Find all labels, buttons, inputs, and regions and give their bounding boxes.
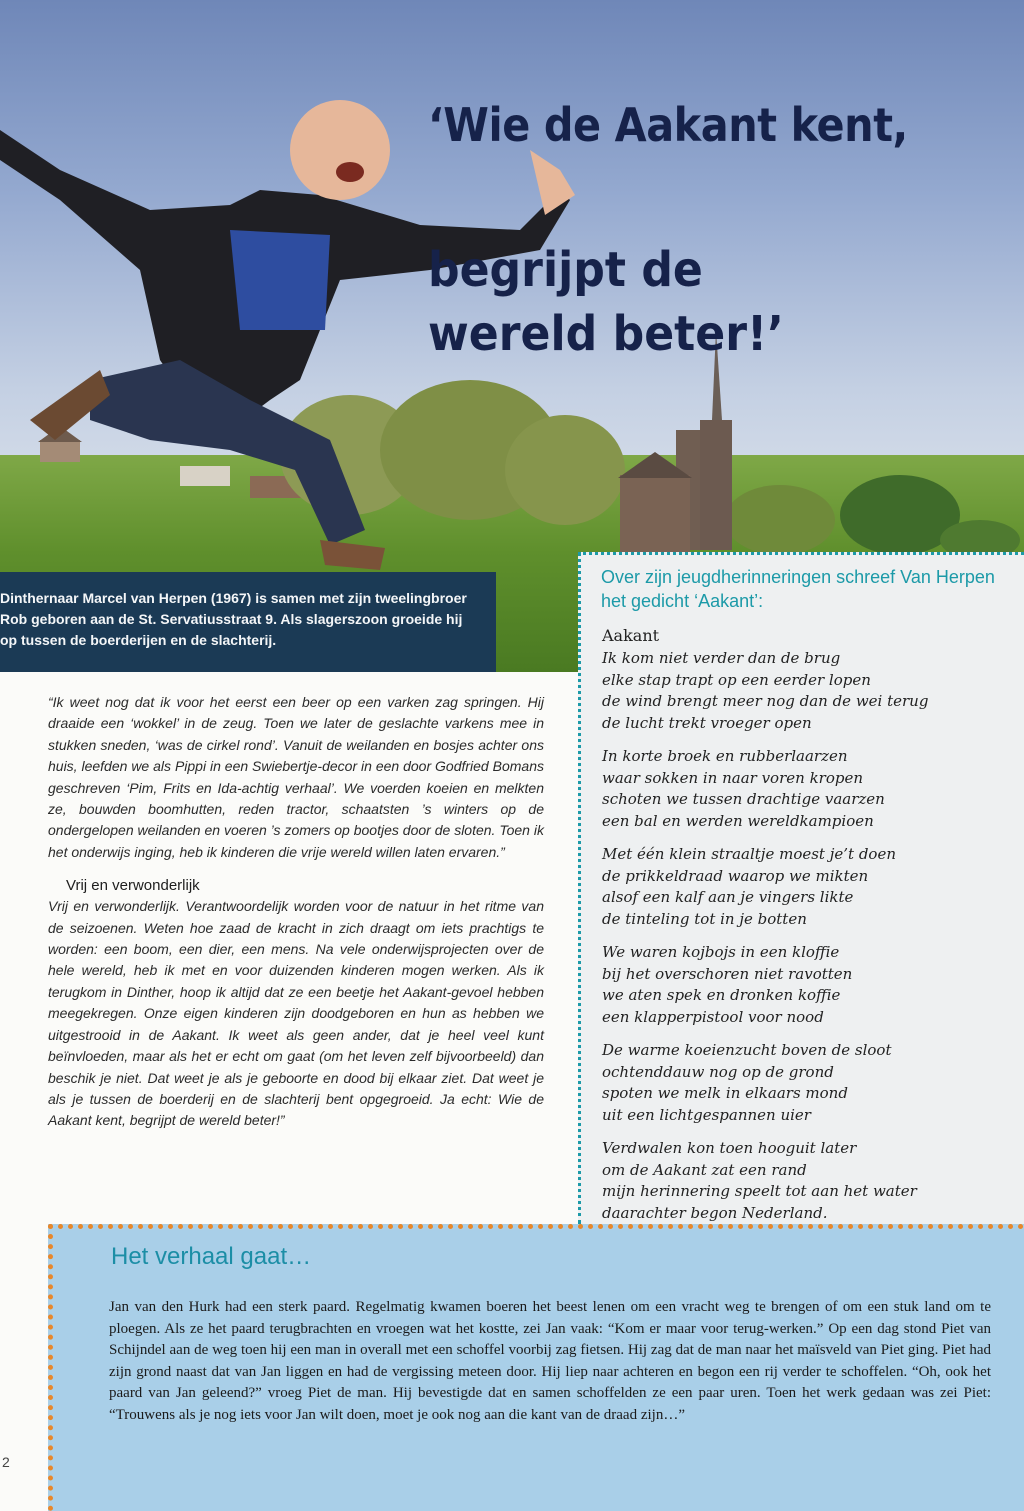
headline-line-1: ‘Wie de Aakant kent, (428, 98, 908, 152)
poem-line: een bal en werden wereldkampioen (602, 811, 874, 830)
page-number: 2 (2, 1454, 10, 1470)
poem-stanza (602, 1040, 1022, 1126)
poem-stanza (602, 942, 1022, 1028)
poem-line: uit een lichtgespannen uier (602, 1105, 811, 1124)
poem-line: schoten we tussen drachtige vaarzen (602, 790, 885, 808)
poem-line: alsof een kalf aan je vingers likte (602, 888, 854, 906)
poem-line: daarachter begon Nederland. (602, 1203, 828, 1222)
poem-panel (578, 552, 1024, 1224)
poem-line: elke stap trapt op een eerder lopen (602, 670, 871, 689)
poem-line: we aten spek en dronken koffie (602, 986, 841, 1004)
story-text: Jan van den Hurk had een sterk paard. Regelmatig kwamen boeren het beest lenen om een vracht weg te brengen of om een stuk land om te ploegen. Als ze het paard terugbrachten en vroegen wat het kostte, zei Jan vaak: “Kom er maar voor terug-werken.” Op een dag stond Piet van Schijndel aan de weg toen hij een man in overall met een schoffel voorbij zag fietsen. Hij zag dat de man naar het maïsveld van Piet ging. Piet had zijn grond naast dat van Jan liggen en had de vergissing meteen door. Hij liep naar achteren en begon een rij verder te schoffelen. “Oh, ook het paard van Jan geleend?” vroeg Piet de man. Hij bevestigde dat en samen schoffelden ze een paar uren. Toen het werk gedaan was zei Piet: “Trouwens als je nog iets voor Jan wilt doen, moet je ook nog aan die kant van de draad zijn…” (109, 1299, 991, 1423)
poem-line: In korte broek en rubberlaarzen (602, 747, 848, 765)
poem-stanza (602, 844, 1022, 930)
poem-line: De warme koeienzucht boven de sloot (602, 1041, 892, 1059)
story-box (48, 1224, 1024, 1511)
poem-line: Verdwalen kon toen hooguit later (602, 1139, 857, 1157)
poem-stanza (602, 648, 1022, 734)
poem-line: een klapperpistool voor nood (602, 1007, 824, 1026)
poem-line: de wind brengt meer nog dan de wei terug (602, 692, 929, 710)
poem-line: de tinteling tot in je botten (602, 909, 807, 928)
poem (602, 625, 1022, 1236)
story-title: Het verhaal gaat… (111, 1243, 312, 1270)
poem-line: ochtenddauw nog op de grond (602, 1062, 834, 1081)
article-column (48, 692, 544, 1132)
poem-line: mijn herinnering speelt tot aan het water (602, 1182, 917, 1200)
poem-line: We waren kojbojs in een kloffie (602, 943, 840, 961)
headline-line-2: begrijpt de wereld beter!’ (428, 242, 784, 362)
poem-line: om de Aakant zat een rand (602, 1160, 807, 1179)
poem-line: bij het overschoren niet ravotten (602, 964, 853, 983)
photo-caption: Dinthernaar Marcel van Herpen (1967) is samen met zijn tweelingbroer Rob geboren aan de St. Servatiusstraat 9. Als slagerszoon groeide hij op tussen de boerderijen en de slachterij. (0, 590, 467, 648)
poem-line: Met één klein straaltje moest je’t doen (602, 845, 896, 863)
photo-caption-box (0, 572, 496, 672)
poem-stanza (602, 746, 1022, 832)
poem-intro: Over zijn jeugdherinneringen schreef Van Herpen het gedicht ‘Aakant’: (601, 567, 995, 611)
poem-line: de prikkeldraad waarop we mikten (602, 866, 869, 885)
article-body: Vrij en verwonderlijk. Verantwoordelijk worden voor de natuur in het ritme van de seizoenen. Weten hoe zaad de kracht in zich draagt om iets prachtigs te worden: een boom, een dier, een mens. Na vele onderwijsprojecten over de hele wereld, heb ik met en voor duizenden kinderen mogen werken. Als ik terugkom in Dinther, hoop ik altijd dat ze een beetje het Aakant-gevoel hebben meegekregen. Onze eigen kinderen zijn doodgeboren en hun as hebben we uitgestrooid in de Aakant. Ik weet als geen ander, dat je heel veel kunt beïnvloeden, maar als het er echt om gaat (om het leven zelf bijvoorbeeld) dan beschik je niet. Dat weet je als je geboorte en dood bij elkaar ziet. Dat weet je als je tussen de boerderij en de slachterij bent opgegroeid. Ja echt: Wie de Aakant kent, begrijpt de wereld beter!” (48, 898, 544, 1129)
poem-line: waar sokken in naar voren kropen (602, 768, 863, 787)
poem-title: Aakant (602, 626, 660, 645)
article-subheading: Vrij en verwonderlijk (66, 877, 200, 895)
article-quote: “Ik weet nog dat ik voor het eerst een beer op een varken zag springen. Hij draaide een ‘wokkel’ in de zeug. Toen we later de geslachte varkens mee in stukken sneden, ‘was de cirkel rond’. Vanuit de weilanden en bosjes achter ons huis, leefden we als Pippi in een Swiebertje-decor in een door Godfried Bomans geschreven ‘Pim, Frits en Ida-achtig verhaal’. We voerden koeien en melkten ze, bouwden boomhutten, reden tractor, schaatsten ’s winters op de ondergelopen weilanden en voeren ’s zomers op bootjes door de sloten. Toen ik het onderwijs inging, heb ik kinderen die vrije wereld willen laten ervaren.” (48, 694, 544, 860)
poem-line: de lucht trekt vroeger open (602, 713, 812, 732)
poem-stanza (602, 1138, 1022, 1224)
poem-line: Ik kom niet verder dan de brug (602, 649, 841, 667)
poem-line: spoten we melk in elkaars mond (602, 1084, 848, 1102)
